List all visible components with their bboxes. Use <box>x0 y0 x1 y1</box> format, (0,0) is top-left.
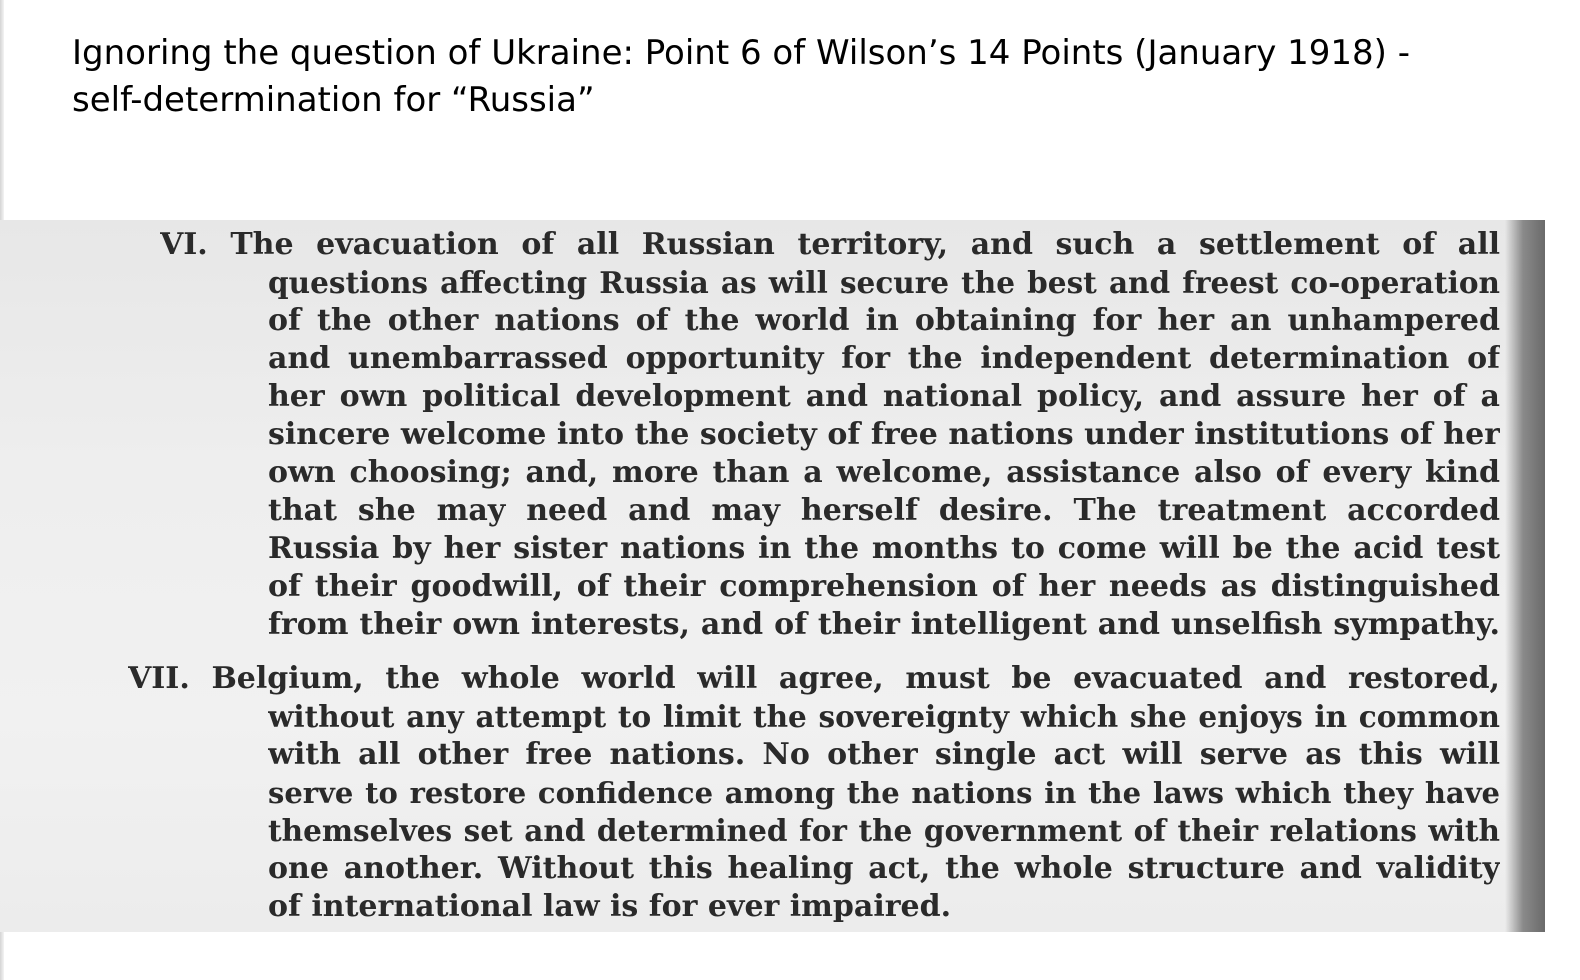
point6-line: from their own interests, and of their intelligent and unselfish sympathy. <box>268 607 1500 642</box>
point7-line: one another. Without this healing act, the whole structure and validity <box>268 851 1500 886</box>
point6-line: that she may need and may herself desire. The treatment accorded <box>268 493 1500 528</box>
point6-line: sincere welcome into the society of free nations under institutions of her <box>268 417 1500 452</box>
point6-line: Russia by her sister nations in the months to come will be the acid test <box>268 531 1500 566</box>
point6-line: of their goodwill, of their comprehension of her needs as distinguished <box>268 569 1500 604</box>
point7-line: VII. Belgium, the whole world will agree, must be evacuated and restored, <box>128 661 1500 696</box>
point6-line: of the other nations of the world in obtaining for her an unhampered <box>268 303 1500 338</box>
point7-line: with all other free nations. No other single act will serve as this will <box>268 737 1500 772</box>
point6-line: own choosing; and, more than a welcome, assistance also of every kind <box>268 455 1500 490</box>
point6-line: and unembarrassed opportunity for the independent determination of <box>268 341 1500 376</box>
scanned-document-image <box>0 220 1545 932</box>
point7-line: themselves set and determined for the government of their relations with <box>268 813 1500 848</box>
scanned-text-block <box>0 220 1510 932</box>
slide-title: Ignoring the question of Ukraine: Point 6 of Wilson’s 14 Points (January 1918) - self-determination for “Russia” <box>72 33 1411 120</box>
point7-line: of international law is for ever impaired. <box>268 889 952 924</box>
point7-line: without any attempt to limit the sovereignty which she enjoys in common <box>268 699 1500 734</box>
point6-line: VI. The evacuation of all Russian territory, and such a settlement of all <box>160 227 1500 262</box>
point6-line: her own political development and national policy, and assure her of a <box>268 379 1500 414</box>
scan-page-edge-shadow <box>1505 220 1545 932</box>
point7-line: serve to restore confidence among the nations in the laws which they have <box>268 776 1500 810</box>
point6-line: questions affecting Russia as will secure the best and freest co-operation <box>268 265 1500 300</box>
